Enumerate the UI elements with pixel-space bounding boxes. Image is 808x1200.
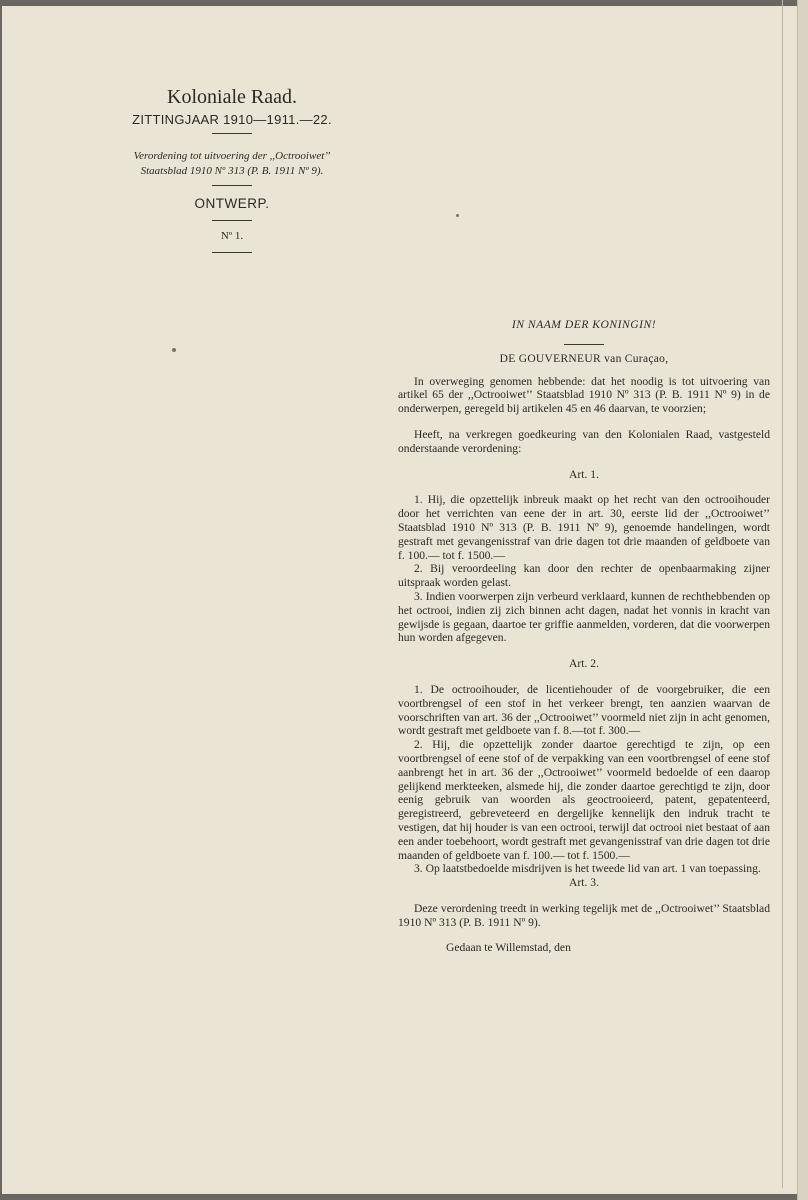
article-paragraph: 1. De octrooihouder, de licentiehouder of de voorgebruiker, die een voortbrengsel of een stof in het verkeer brengt, ten aanzien waarvan de voorschriften van art. 36 der ,,Octrooiwet’’ voormeld niet zijn in acht genomen, wordt gestraft met geldboete van f. 8.—tot f. 300.— bbox=[398, 682, 770, 738]
article-heading: Art. 1. bbox=[569, 467, 599, 481]
reference-text bbox=[90, 149, 374, 179]
divider bbox=[212, 185, 252, 186]
governor-line: DE GOUVERNEUR van Curaçao, bbox=[499, 352, 669, 365]
divider bbox=[212, 220, 252, 221]
invocation: IN NAAM DER KONINGIN! bbox=[511, 318, 657, 331]
page-fold-line bbox=[782, 0, 783, 1188]
approval-paragraph: Heeft, na verkregen goedkeuring van den Kolonialen Raad, vastgesteld onderstaande verordening: bbox=[398, 427, 770, 455]
article-paragraph: 2. Bij veroordeeling kan door den rechter de openbaarmaking zijner uitspraak worden gelast. bbox=[398, 562, 770, 590]
session-year: ZITTINGJAAR 1910—1911.—22. bbox=[132, 112, 332, 127]
adjacent-page-edge bbox=[797, 0, 808, 1200]
reference-line-2: Staatsblad 1910 Nº 313 (P. B. 1911 Nº 9). bbox=[140, 165, 324, 177]
article-paragraph: Deze verordening treedt in werking tegelijk met de ,,Octrooiwet’’ Staatsblad 1910 Nº 313 (P. B. 1911 Nº 9). bbox=[398, 901, 770, 929]
divider bbox=[564, 344, 604, 345]
decree-body bbox=[398, 318, 770, 955]
reference-line-1: Verordening tot uitvoering der ,,Octrooiwet’’ bbox=[133, 150, 331, 162]
preamble-paragraph: In overweging genomen hebbende: dat het noodig is tot uitvoering van artikel 65 der ,,Octrooiwet’’ Staatsblad 1910 Nº 313 (P. B. 1911 Nº 9) in de onderwerpen, geregeld bij artikelen 45 en 46 daarvan, te voorzien; bbox=[398, 374, 770, 416]
article-heading: Art. 3. bbox=[569, 876, 599, 890]
document-title: Koloniale Raad. bbox=[167, 86, 297, 108]
draft-label: ONTWERP. bbox=[194, 196, 270, 211]
article-paragraph: 3. Op laatstbedoelde misdrijven is het tweede lid van art. 1 van toepassing. bbox=[414, 862, 761, 876]
article-heading: Art. 2. bbox=[569, 657, 599, 671]
paper-speck bbox=[172, 348, 176, 352]
paper-speck bbox=[456, 214, 459, 217]
divider bbox=[212, 133, 252, 134]
closing-line: Gedaan te Willemstad, den bbox=[446, 941, 571, 955]
article-paragraph: 2. Hij, die opzettelijk zonder daartoe gerechtigd te zijn, op een voortbrengsel of eene stof of de verpakking van een voortbrengsel of eene stof aanbrengt het in art. 36 der ,,Octrooiwet’’ voormeld bedoelde of een daarop gelijkend merkteeken, alsmede hij, die zonder daartoe gerechtigd te zijn, door eenig gebruik van woorden als geoctrooieerd, patent, gepatenteerd, geregistreerd, gebreveteerd en dergelijke kennelijk den indruk tracht te vestigen, dat hij houder is van een octrooi, terwijl dat octrooi niet bestaat of aan een ander toebehoort, wordt gestraft met gevangenisstraf van drie dagen tot drie maanden of geldboete van f. 100.— tot f. 1500.— bbox=[398, 738, 770, 862]
article-paragraph: 1. Hij, die opzettelijk inbreuk maakt op het recht van den octrooihouder door het verrichten van eene der in art. 30, eerste lid der ,,Octrooiwet’’ Staatsblad 1910 Nº 313 (P. B. 1911 Nº 9), genoemde handelingen, wordt gestraft met gevangenisstraf van drie dagen tot drie maanden of geldboete van f. 100.— tot f. 1500.— bbox=[398, 493, 770, 562]
document-number: Nº 1. bbox=[220, 230, 244, 242]
article-paragraph: 3. Indien voorwerpen zijn verbeurd verklaard, kunnen de rechthebbenden op het octrooi, indien zij zich binnen acht dagen, nadat het vonnis in kracht van gewijsde is gegaan, daartoe ter griffie aanmelden, vorderen, dat die voorwerpen hun worden afgegeven. bbox=[398, 589, 770, 645]
divider bbox=[212, 252, 252, 253]
